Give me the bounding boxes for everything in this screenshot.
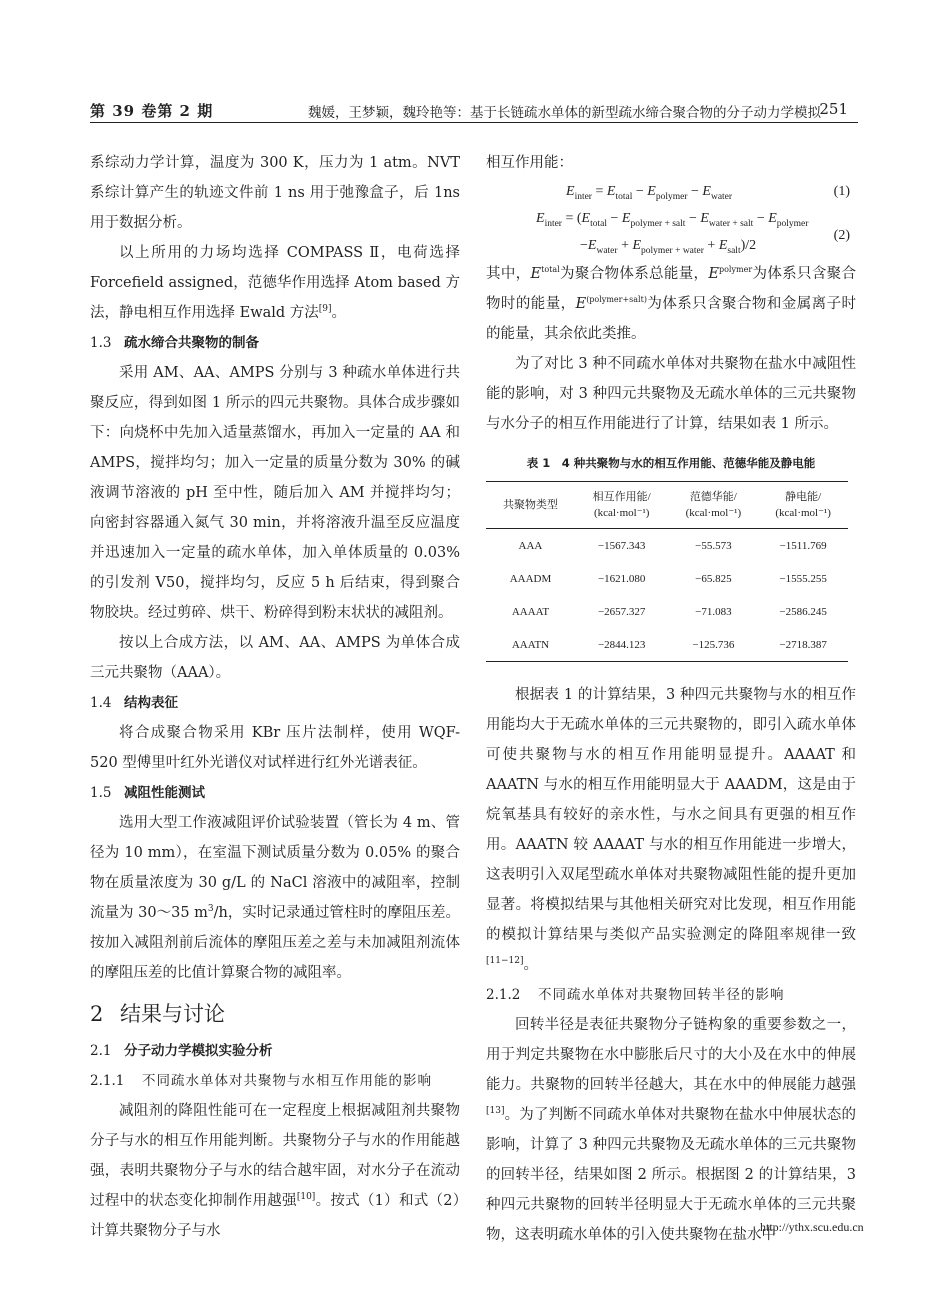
column-header: 共聚物类型 xyxy=(502,499,558,511)
table-header-row xyxy=(486,482,848,529)
section-heading: 1.5 减阻性能测试 xyxy=(90,785,205,801)
paragraph: 将合成聚合物采用 KBr 压片法制样，使用 WQF-520 型傅里叶红外光谱仪对试样进行红外光谱表征。 xyxy=(90,725,460,771)
section-heading: 1.4 结构表征 xyxy=(90,695,178,711)
equation-number: (2) xyxy=(833,228,850,243)
left-column xyxy=(90,148,460,1246)
subsection-heading: 2.1.1 不同疏水单体对共聚物与水相互作用能的影响 xyxy=(90,1073,432,1089)
paragraph: 其中，$E^{total}$为聚合物体系总能量，$E^{polymer}$为体系只含聚合物时的能量，$E^{(polymer+salt)}$为体系只含聚合物和金属离子时的能量，其余依此类推。 xyxy=(486,265,857,342)
section-heading: 2.1 分子动力学模拟实验分析 xyxy=(90,1043,273,1059)
column-header: 静电能/ (kcal·mol⁻¹) xyxy=(775,491,831,519)
equation-number: (1) xyxy=(833,184,850,199)
paragraph: 回转半径是表征共聚物分子链构象的重要参数之一，用于判定共聚物在水中膨胀后尺寸的大小及在水中的伸展能力。共聚物的回转半径越大，其在水中的伸展能力越强[13]。为了判断不同疏水单体对共聚物在盐水中伸展状态的影响，计算了 3 种四元共聚物及无疏水单体的三元共聚物的回转半径，结果如图 2 所示。根据图 2 的计算结果，3 种四元共聚物的回转半径明显大于无疏水单体的三元共聚物，这表明疏水单体的引入使共聚物在盐水中 xyxy=(486,1017,856,1243)
journal-issue: 第 39 卷第 2 期 xyxy=(90,102,214,120)
subsection-heading: 2.1.2 不同疏水单体对共聚物回转半径的影响 xyxy=(486,987,785,1003)
equation-2-cont: $-E_{water} + E_{polymer + water} + E_{salt})/2$ (2) xyxy=(486,232,856,259)
paragraph: 以上所用的力场均选择 COMPASS Ⅱ，电荷选择 Forcefield assigned，范德华作用选择 Atom based 方法，静电相互作用选择 Ewald 方法[9]。 xyxy=(90,245,460,321)
paragraph: 相互作用能： xyxy=(486,155,573,171)
right-column xyxy=(486,148,856,1250)
equation-2: $E_{inter} = (E_{total} - E_{polymer + salt} - E_{water + salt} - E_{polymer}$ xyxy=(536,211,809,229)
paragraph: 采用 AM、AA、AMPS 分别与 3 种疏水单体进行共聚反应，得到如图 1 所示的四元共聚物。具体合成步骤如下：向烧杯中先加入适量蒸馏水，再加入一定量的 AA 和 AMPS，搅拌均匀；加入一定量的质量分数为 30% 的碱液调节溶液的 pH 至中性，随后加入 AM 并搅拌均匀；向密封容器通入氮气 30 min，并将溶液升温至反应温度并迅速加入一定量的疏水单体，加入单体质量的 0.03% 的引发剂 V50，搅拌均匀，反应 5 h 后结束，得到聚合物胶块。经过剪碎、烘干、粉碎得到粉末状状的减阻剂。 xyxy=(90,365,460,621)
footer-url: http://ythx.scu.edu.cn xyxy=(760,1220,864,1234)
table-caption: 表 1 4 种共聚物与水的相互作用能、范德华能及静电能 xyxy=(526,456,816,470)
table-row: AAADM −1621.080 −65.825 −1555.255 xyxy=(509,572,827,585)
running-header xyxy=(90,96,858,123)
chapter-heading: 2 结果与讨论 xyxy=(90,1002,225,1026)
column-header: 相互作用能/ (kcal·mol⁻¹) xyxy=(592,491,651,519)
paragraph: 为了对比 3 种不同疏水单体对共聚物在盐水中减阻性能的影响，对 3 种四元共聚物及无疏水单体的三元共聚物与水分子的相互作用能进行了计算，结果如表 1 所示。 xyxy=(486,356,856,432)
running-title: 魏媛，王梦颖，魏玲艳等：基于长链疏水单体的新型疏水缔合聚合物的分子动力学模拟 xyxy=(308,105,821,121)
paragraph: 系综动力学计算，温度为 300 K，压力为 1 atm。NVT 系综计算产生的轨迹文件前 1 ns 用于弛豫盒子，后 1ns 用于数据分析。 xyxy=(90,155,460,231)
table-row: AAA −1567.343 −55.573 −1511.769 xyxy=(518,539,827,552)
paragraph: 选用大型工作液减阻评价试验装置（管长为 4 m、管径为 10 mm），在室温下测试质量分数为 0.05% 的聚合物在质量浓度为 30 g/L 的 NaCl 溶液中的减阻率，控制流量为 30～35 $m^3/h$，实时记录通过管柱时的摩阻压差。按加入减阻剂前后流体的摩阻压差之差与未加减阻剂流体的摩阻压差的比值计算聚合物的减阻率。 xyxy=(90,815,460,981)
table-row: AAAAT −2657.327 −71.083 −2586.245 xyxy=(511,605,827,618)
equation-1: $E_{inter} = E_{total} - E_{polymer} - E_{water}$ (1) xyxy=(486,178,856,205)
page-number: 251 xyxy=(819,100,848,118)
paragraph: 按以上合成方法，以 AM、AA、AMPS 为单体合成三元共聚物（AAA）。 xyxy=(90,635,460,681)
section-heading: 1.3 疏水缔合共聚物的制备 xyxy=(90,335,259,351)
results-table xyxy=(486,481,848,662)
column-header: 范德华能/ (kcal·mol⁻¹) xyxy=(685,491,742,519)
table-row: AAATN −2844.123 −125.736 −2718.387 xyxy=(486,628,848,662)
paragraph: 减阻剂的降阻性能可在一定程度上根据减阻剂共聚物分子与水的相互作用能判断。共聚物分子与水的作用能越强，表明共聚物分子与水的结合越牢固，对水分子在流动过程中的状态变化抑制作用越强[10]。按式（1）和式（2）计算共聚物分子与水 xyxy=(90,1103,461,1239)
paragraph: 根据表 1 的计算结果，3 种四元共聚物与水的相互作用能均大于无疏水单体的三元共聚物的，即引入疏水单体可使共聚物与水的相互作用能明显提升。AAAAT 和 AAATN 与水的相互作用能明显大于 AAADM，这是由于烷氧基具有较好的亲水性，与水之间具有更强的相互作用。AAATN 较 AAAAT 与水的相互作用能进一步增大，这表明引入双尾型疏水单体对共聚物减阻性能的提升更加显著。将模拟结果与其他相关研究对比发现，相互作用能的模拟计算结果与类似产品实验测定的降阻率规律一致[11−12]。 xyxy=(486,687,856,973)
